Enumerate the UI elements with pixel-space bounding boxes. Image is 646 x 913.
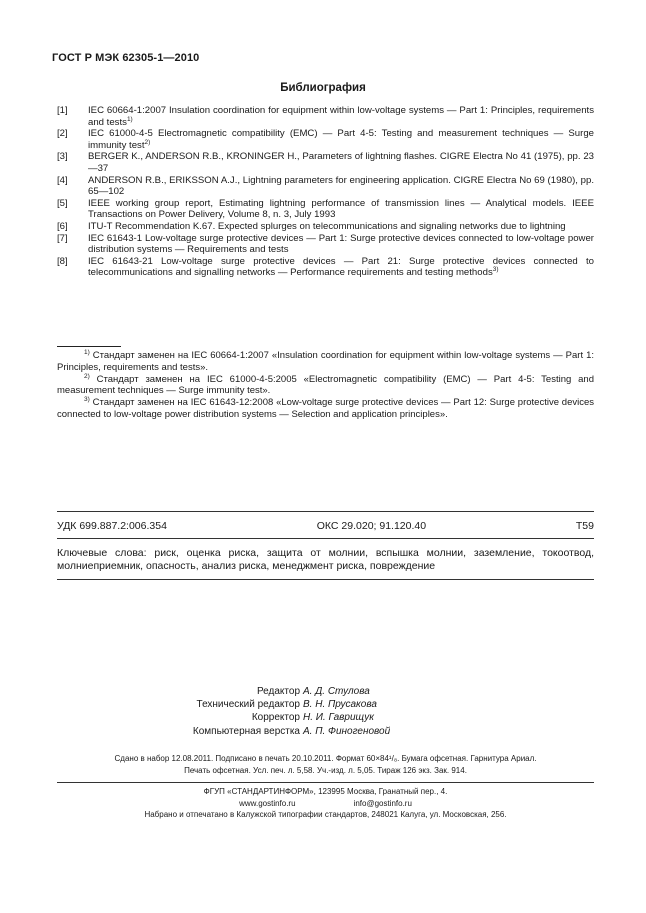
footnote-ref: 2) [144,138,151,146]
entry-text: IEC 61643-1 Low-voltage surge protective devices — Part 1: Surge protective devices connected to low-voltage power distribution systems — Requirements and tests [88,232,594,256]
credit-name: А. П. Финогеновой [303,725,391,737]
classification-bottom-rule [57,538,594,539]
bibliography-title: Библиография [280,82,366,94]
entry-text: IEC 61643-21 Low-voltage surge protective devices — Part 21: Surge protective devices connected to telecommunications and signalling networks — Performance requirements and testing methods$^{3)}$ [88,255,594,279]
entry-number: [3] [57,151,68,163]
credit-role: Редактор [256,686,300,697]
footnote: $^{2)}$ Стандарт заменен на IEC 61000-4-5:2005 «Electromagnetic compatibility (EMC) — Part 4-5: Testing and measurement techniques — Surge immunity test». [57,372,595,397]
entry-text: ANDERSON R.B., ERIKSSON A.J., Lightning parameters for engineering application. CIGRE Electra No 69 (1980), pp. 65—102 [88,174,594,198]
group-code: Т59 [575,520,594,532]
entry-number: [4] [57,174,68,186]
publisher-email: info@gostinfo.ru [353,798,412,808]
entry-number: [2] [57,128,68,140]
entry-text: BERGER K., ANDERSON R.B., KRONINGER H., Parameters of lightning flashes. CIGRE Electra No 41 (1975), pp. 23—37 [88,151,594,174]
print-info-line: Печать офсетная. Усл. печ. л. 5,58. Уч.-изд. л. 5,05. Тираж 126 экз. Зак. 914. [184,765,467,775]
footnote-mark: 3) [84,396,90,404]
print-info-line: Сдано в набор 12.08.2011. Подписано в печать 20.10.2011. Формат 60×84¹/₈. Бумага офсетная. Гарнитура Ариал. [114,754,537,763]
credit-name: В. Н. Прусакова [303,699,377,711]
credit-role: Корректор [251,712,300,724]
credit-line [0,698,646,711]
classification-row [57,520,594,532]
publisher-links [57,798,594,810]
credits [0,685,646,738]
entry-number: [5] [57,197,68,209]
credit-line [0,685,646,698]
bibliography-entry [57,151,594,174]
footnote: $^{3)}$ Стандарт заменен на IEC 61643-12:2008 «Low-voltage surge protective devices — Part 12: Surge protective devices connected to low-voltage power distribution systems — Selection and application principles». [57,396,595,420]
bibliography-entry [57,175,594,198]
footnote: $^{1)}$ Стандарт заменен на IEC 60664-1:2007 «Insulation coordination for equipment within low-voltage systems — Part 1: Principles, requirements and tests». [57,349,594,373]
bibliography-entry [57,233,594,256]
footnote-mark: 1) [84,349,90,356]
standard-code: ГОСТ Р МЭК 62305-1—2010 [52,52,200,64]
entry-number: [1] [57,105,68,116]
credit-line [0,725,646,738]
footnote-divider [57,346,121,347]
bibliography-entry [57,221,594,233]
bibliography-entry [57,105,594,128]
credit-role: Компьютерная верстка [192,725,300,737]
publisher-rule [57,782,594,783]
bibliography-list [57,105,594,279]
bibliography-entry [57,256,594,279]
credit-name: А. Д. Стулова [303,686,370,697]
classification-top-rule [57,511,594,512]
entry-text: ITU-T Recommendation K.67. Expected splurges on telecommunications and signaling networks due to lightning [88,220,566,232]
entry-number: [8] [57,255,68,267]
keywords-rule [57,579,594,580]
credit-line [0,711,646,724]
footnote-mark: 2) [84,372,90,380]
bibliography-entry [57,128,594,151]
publisher-address: ФГУП «СТАНДАРТИНФОРМ», 123995 Москва, Гранатный пер., 4. [203,787,448,796]
print-info [57,753,594,776]
footnote-ref: 3) [492,266,499,274]
credit-name: Н. И. Гаврищук [303,712,374,724]
keywords: Ключевые слова: риск, оценка риска, защита от молнии, вспышка молнии, заземление, токоотвод, молниеприемник, опасность, анализ риска, менеджмент риска, повреждение [57,547,594,572]
entry-number: [7] [57,232,68,244]
entry-number: [6] [57,220,68,232]
udk-code: УДК 699.887.2:006.354 [57,520,167,532]
entry-text: IEC 61000-4-5 Electromagnetic compatibility (EMC) — Part 4-5: Testing and measurement techniques — Surge immunity test$^{2)}$ [88,128,594,151]
credit-role: Технический редактор [196,699,300,711]
footnotes [57,350,594,421]
footnote-ref: 1) [126,115,133,123]
entry-text: IEC 60664-1:2007 Insulation coordination for equipment within low-voltage systems — Part 1: Principles, requirements and tests$^{1)}$ [88,105,594,128]
oks-code: ОКС 29.020; 91.120.40 [316,520,427,532]
printer-info: Набрано и отпечатано в Калужской типографии стандартов, 248021 Калуга, ул. Московская, 256. [144,810,507,819]
publisher-info [57,786,594,821]
entry-text: IEEE working group report, Estimating lightning performance of transmission lines — Analytical models. IEEE Transactions on Power Delivery, Volume 8, n. 3, July 1993 [88,197,594,221]
bibliography-entry [57,198,594,221]
publisher-website: www.gostinfo.ru [239,798,296,808]
